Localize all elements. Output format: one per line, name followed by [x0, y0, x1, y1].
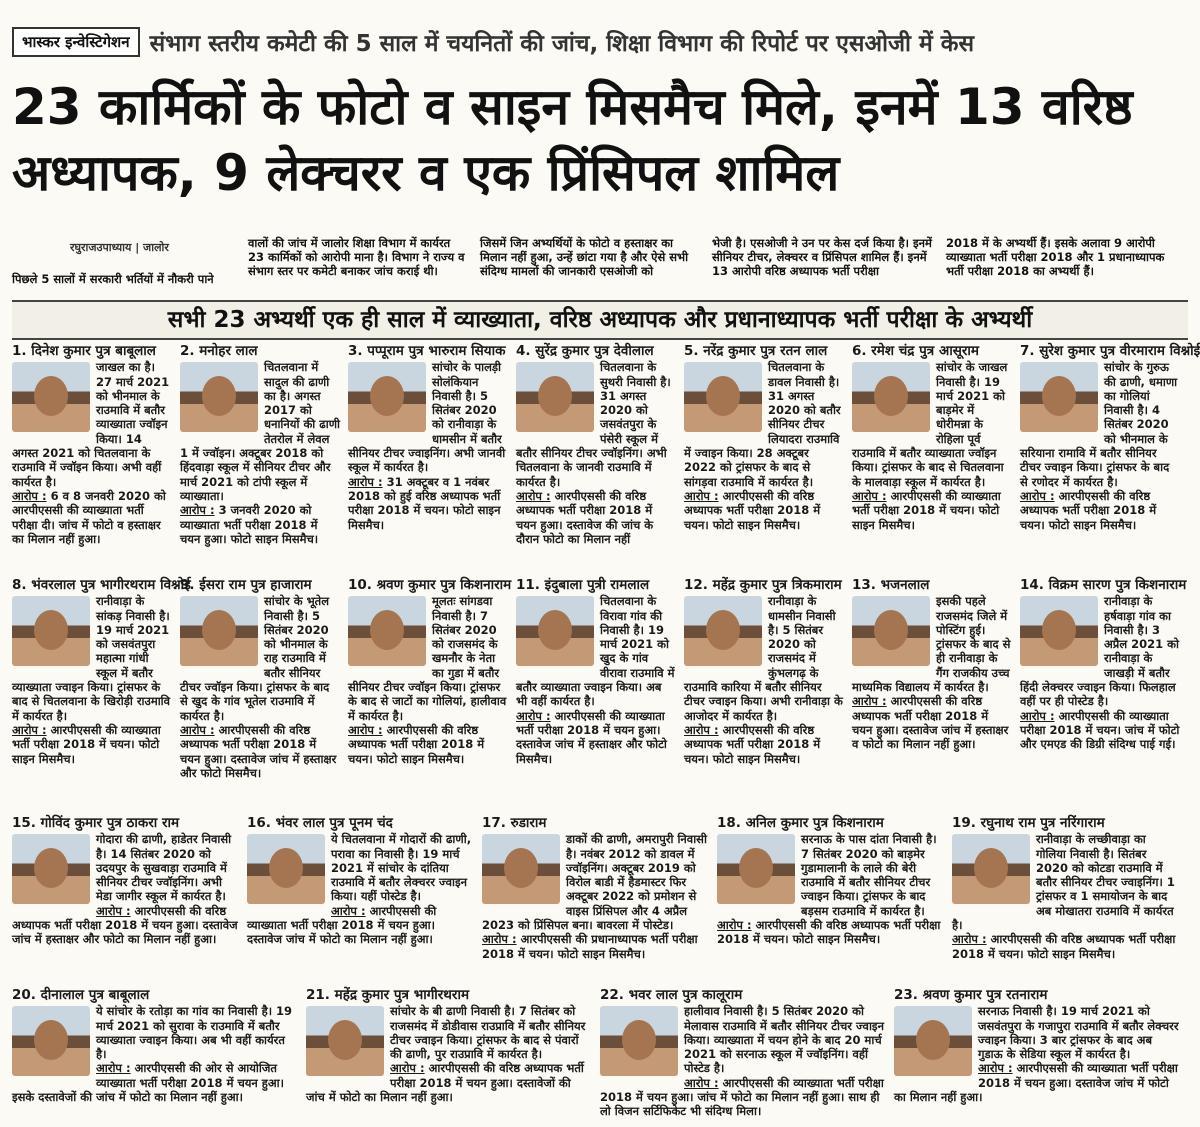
- allegation-text: 31 अक्टूबर व 1 नवंबर 2018 को हुई वरिष्ठ अध्यापक भर्ती परीक्षा 2018 में चयन। फोटो साइन मिसमैच।: [348, 474, 501, 532]
- candidate-card: [12, 344, 172, 569]
- candidate-name: 13. भजनलाल: [852, 577, 930, 593]
- candidate-card: [482, 816, 709, 981]
- allegation-text: आरपीएससी की वरिष्ठ अध्यापक भर्ती परीक्षा 2018 में चयन। फोटो साइन मिसमैच।: [717, 918, 941, 947]
- candidate-photo: [600, 1006, 678, 1076]
- allegation-label: आरोप :: [390, 1061, 425, 1076]
- candidate-photo: [852, 596, 930, 666]
- allegation-label: आरोप :: [12, 488, 47, 503]
- intro-col-2: वालों की जांच में जालोर शिक्षा विभाग में कार्यरत 23 कार्मिकों को आरोपी माना है। विभाग ने राज्य व संभाग स्तर पर कमेटी बनाकर जांच कराई थी।: [248, 236, 465, 278]
- candidate-name: 22. भवर लाल पुत्र कालूराम: [600, 987, 743, 1003]
- headline: 23 कार्मिकों के फोटो व साइन मिसमैच मिले, इनमें 13 वरिष्ठ अध्यापक, 9 लेक्चरर व एक प्रिंसिपल शामिल: [12, 78, 1133, 202]
- allegation-label: आरोप :: [952, 932, 987, 947]
- candidate-details: जाखल का है। 27 मार्च 2021 को भीनमाल के राउमावि में बतौर व्याख्याता ज्वॉइन किया। 14 अगस्त 2021 को चितलवाना के राउमावि में ज्वॉइन किया। अभी वहीं कार्यरत है।: [12, 360, 170, 489]
- candidate-card: [516, 344, 676, 569]
- intro-col-4: भेजी है। एसओजी ने उन पर केस दर्ज किया है। इनमें सीनियर टीचर, लेक्चरर व प्रिंसिपल शामिल हैं। इनमें 13 आरोपी वरिष्ठ अध्यापक भर्ती परीक्षा: [712, 236, 932, 278]
- intro-col-1: पिछले 5 सालों में सरकारी भर्तियों में नौकरी पाने: [12, 272, 214, 286]
- candidate-card: [1020, 343, 1200, 569]
- candidate-details: सांचोर के पालड़ी सोलंकियान निवासी है। 5 सितंबर 2020 को रानीवाड़ा के धामसीन में बतौर सीनियर टीचर ज्वाइनिंग। अभी जानवी स्कूल में कार्यरत है।: [348, 360, 506, 475]
- candidate-photo: [516, 596, 594, 666]
- section-tag: भास्कर इन्वेस्टिगेशन: [12, 27, 140, 57]
- candidate-card: [180, 578, 340, 808]
- candidate-name: 23. श्रवण कुमार पुत्र रतनाराम: [894, 987, 1048, 1003]
- candidate-name: 12. महेंद्र कुमार पुत्र त्रिकमाराम: [684, 577, 842, 593]
- candidate-name: 2. मनोहर लाल: [180, 343, 258, 359]
- intro-columns: [12, 236, 1188, 294]
- allegation-text: आरपीएससी की व्याख्याता भर्ती परीक्षा 2018 में चयन। फोटो साइन मिसमैच।: [852, 488, 1001, 532]
- allegation-text: आरपीएससी की वरिष्ठ अध्यापक भर्ती परीक्षा 2018 में चयन हुआ। दस्तावेज जांच में हस्ताक्षर और फोटो का मिलान नहीं हुआ।: [12, 903, 238, 947]
- candidate-name: 8. भंवरलाल पुत्र भागीरथराम विश्नोई: [12, 577, 191, 593]
- candidate-details: ये सांचोर के रतोड़ा का गांव का निवासी है। 19 मार्च 2021 को सुरावा के राउमावि में बतौर व्याख्याता ज्वाइन किया। अब भी वहीं कार्यरत है।: [96, 1004, 293, 1062]
- allegation-text: 6 व 8 जनवरी 2020 को आरपीएससी की व्याख्याता भर्ती परीक्षा दी। जांच में फोटो व हस्ताक्षर का मिलान नहीं हुआ।: [12, 488, 166, 546]
- subheadline: सभी 23 अभ्यर्थी एक ही साल में व्याख्याता, वरिष्ठ अध्यापक और प्रधानाध्यापक भर्ती परीक्षा के अभ्यर्थी: [12, 300, 1188, 340]
- candidate-name: 3. पप्पूराम पुत्र भारुराम सियाक: [348, 343, 506, 359]
- candidate-card: [684, 578, 844, 808]
- candidate-name: 21. महेंद्र कुमार पुत्र भागीरथराम: [306, 987, 470, 1003]
- candidate-card: [684, 344, 844, 569]
- candidate-name: 10. श्रवण कुमार पुत्र किशनाराम: [348, 577, 512, 593]
- candidate-name: 5. नरेंद्र कुमार पुत्र रतन लाल: [684, 343, 828, 359]
- candidate-card: [247, 816, 474, 981]
- candidate-photo: [894, 1006, 972, 1076]
- candidate-name: 6. रमेश चंद्र पुत्र आसूराम: [852, 343, 979, 359]
- candidate-name: 9. ईसरा राम पुत्र हाजाराम: [180, 577, 312, 593]
- allegation-text: आरपीएससी की व्याख्याता भर्ती परीक्षा 2018 में चयन हुआ। दस्तावेज जांच में हस्ताक्षर और फोटो मिसमैच।: [516, 708, 667, 766]
- candidate-details: रानीवाड़ा के धामसीन निवासी है। 5 सितंबर 2020 को राजसमंद में कुंभलगढ़ के राउमावि कारिया में बतौर सीनियर टीचर ज्वाइन किया। अभी रानीवाड़ा के आजोदर में कार्यरत है।: [684, 594, 843, 723]
- candidate-photo: [348, 362, 426, 432]
- intro-col-5: 2018 में के अभ्यर्थी हैं। इसके अलावा 9 आरोपी व्याख्याता भर्ती परीक्षा 2018 और 1 प्रधानाध्यापक भर्ती परीक्षा 2018 का अभ्यर्थी हैं।: [946, 236, 1165, 278]
- allegation-text: आरपीएससी की वरिष्ठ अध्यापक भर्ती परीक्षा 2018 में चयन हुआ। दस्तावेज जांच में हस्ताक्षर और फोटो मिसमैच।: [180, 722, 337, 780]
- candidate-card: [600, 988, 886, 1123]
- candidate-card: [12, 988, 298, 1123]
- candidate-name: 11. इंदुबाला पुत्री रामलाल: [516, 577, 650, 593]
- candidate-photo: [12, 596, 90, 666]
- allegation-text: आरपीएससी की वरिष्ठ अध्यापक भर्ती परीक्षा 2018 में चयन। फोटो साइन मिसमैच।: [1020, 488, 1157, 532]
- candidate-details: ये चितलवाना में गोदारों की ढाणी, परावा का निवासी है। 19 मार्च 2021 में सांचोर के दांतिया राउमावि में बतौर लेक्चरर ज्वाइन किया। यहीं पोस्टेड है।: [331, 832, 472, 904]
- candidate-photo: [12, 834, 90, 904]
- candidate-details: सांचोर के गुरुऊ की ढाणी, धमाणा का गोलियां निवासी है। 4 सितंबर 2020 को भीनमाल के सरियाना रामावि में बतौर सीनियर टीचर ज्वाइन किया। ट्रांसफर के बाद से रणोदर में कार्यरत है।: [1020, 360, 1178, 489]
- candidate-details: मूलतः सांगडवा निवासी है। 7 सितंबर 2020 को राजसमंद के खमनौर के नेता का गुडा में बतौर सीनियर टीचर ज्वॉइन किया। ट्रांसफर के बाद से जाटों का गोलियां, हालीवाव में कार्यरत है।: [348, 594, 507, 723]
- candidate-name: 1. दिनेश कुमार पुत्र बाबूलाल: [12, 343, 156, 359]
- allegation-text: आरपीएससी की वरिष्ठ अध्यापक भर्ती परीक्षा 2018 में चयन हुआ। दस्तावेजों की जांच में फोटो का मिलान नहीं हुआ।: [306, 1061, 584, 1105]
- candidate-details: डाकों की ढाणी, अमरापुरी निवासी है। नवंबर 2012 को डावल में ज्वॉइनिंग। अक्टूबर 2019 को विरोल बाडी में हैडमास्टर फिर अक्टूबर 2022 को प्रमोशन से वाइस प्रिंसिपल और 4 अप्रैल 2023 को प्रिंसिपल बना। बावरला में पोस्टेड।: [482, 832, 707, 933]
- candidate-card: [12, 816, 239, 981]
- allegation-label: आरोप :: [852, 488, 887, 503]
- candidate-details: सांचोर के भूतेल निवासी है। 5 सितंबर 2020 को भीनमाल के राह राउमावि में बतौर सीनियर टीचर ज्वॉइन किया। ट्रांसफर के बाद से खुद के गांव भूतेल राउमावि में कार्यरत है।: [180, 594, 330, 723]
- candidate-photo: [952, 834, 1030, 904]
- candidate-details: रानीवाड़ा के लच्छीवाड़ा का गोलिया निवासी है। सितंबर 2020 को कोटडा राउमावि में बतौर सीनियर टीचर ज्वाइनिंग। 1 ट्रांसफर व 1 समायोजन के बाद अब मोखातरा राउमावि में कार्यरत है।: [952, 832, 1175, 933]
- candidate-photo: [684, 362, 762, 432]
- allegation-label: आरोप :: [331, 903, 366, 918]
- allegation-label: आरोप :: [180, 722, 215, 737]
- candidate-card: [516, 578, 676, 808]
- allegation-text: आरपीएससी की वरिष्ठ अध्यापक भर्ती परीक्षा 2018 में चयन हुआ। दस्तावेज की जांच के दौरान फोटो का मिलान नहीं: [516, 488, 654, 546]
- allegation-label: आरोप :: [1020, 488, 1055, 503]
- allegation-text: आरपीएससी की व्याख्याता परीक्षा 2018 में चयन। जांच में फोटो और एमएड की डिग्री संदिग्ध पाई गई।: [1020, 708, 1180, 752]
- candidate-details: सांचोर के जाखल निवासी है। 19 मार्च 2021 को बाड़मेर में धोरीमन्ना के रोहिला पूर्व राउमावि में बतौर व्याख्याता ज्वॉइन किया। ट्रांसफर के बाद से चितलवाना के मालवाड़ा स्कूल में कार्यरत है।: [852, 360, 1008, 489]
- kicker: [12, 26, 974, 58]
- allegation-text: आरपीएससी की वरिष्ठ अध्यापक भर्ती परीक्षा 2018 में चयन। फोटो साइन मिसमैच।: [348, 722, 485, 766]
- candidate-card: [852, 578, 1012, 808]
- allegation-label: आरोप :: [516, 488, 551, 503]
- allegation-label: आरोप :: [717, 918, 752, 933]
- candidate-details: सरनाऊ के पास दांता निवासी है। 7 सितंबर 2020 को बाड़मेर गुडामालानी के लाले की बेरी राउमावि में बतौर सीनियर टीचर ज्वाइन किया। ट्रांसफर के बाद बड़सम राउमावि में कार्यरत है।: [801, 832, 937, 918]
- candidate-photo: [1020, 362, 1098, 432]
- allegation-label: आरोप :: [516, 708, 551, 723]
- candidate-photo: [1020, 596, 1098, 666]
- candidate-photo: [12, 362, 90, 432]
- candidate-card: [348, 577, 512, 808]
- allegation-text: आरपीएससी की व्याख्याता भर्ती परीक्षा 2018 में चयन हुआ। दस्तावेज जांच में फोटो का मिलान नहीं हुआ।: [247, 903, 437, 947]
- candidate-photo: [482, 834, 560, 904]
- allegation-text: आरपीएससी की प्रधानाध्यापक भर्ती परीक्षा 2018 में चयन। फोटो साइन मिसमैच।: [482, 932, 698, 961]
- candidate-details: सरनाऊ निवासी है। 19 मार्च 2021 को जसवंतपुरा के गजापुरा राउमावि में बतौर लेक्चरर ज्वाइन किया। 3 बार ट्रांसफर के बाद अब गुडाऊ के सेडिया स्कूल में कार्यरत है।: [978, 1004, 1179, 1062]
- allegation-text: आरपीएससी की वरिष्ठ अध्यापक भर्ती परीक्षा 2018 में चयन। फोटो साइन मिसमैच।: [684, 722, 821, 766]
- candidate-card: [12, 577, 191, 808]
- allegation-label: आरोप :: [684, 1075, 719, 1090]
- candidate-photo: [180, 362, 258, 432]
- byline: रघुराजउपाध्याय | जालोर: [70, 241, 169, 254]
- candidate-card: [717, 816, 944, 981]
- candidate-photo: [684, 596, 762, 666]
- candidate-photo: [852, 362, 930, 432]
- allegation-label: आरोप :: [180, 503, 215, 518]
- allegation-text: आरपीएससी की व्याख्याता भर्ती परीक्षा 2018 में चयन। फोटो साइन मिसमैच।: [12, 722, 161, 766]
- candidate-name: 15. गोविंद कुमार पुत्र ठाकरा राम: [12, 815, 180, 831]
- candidate-details: रानीवाड़ा के हर्षवाड़ा गांव का निवासी है। 3 अप्रैल 2021 को रानीवाड़ा के जाखड़ी में बतौर हिंदी लेक्चरर ज्वाइन किया। फिलहाल वहीं पर ही पोस्टेड है।: [1020, 594, 1179, 709]
- kicker-text: संभाग स्तरीय कमेटी की 5 साल में चयनितों की जांच, शिक्षा विभाग की रिपोर्ट पर एसओजी में केस: [149, 31, 974, 57]
- allegation-text: आरपीएससी की व्याख्याता भर्ती परीक्षा 2018 में चयन हुआ। दस्तावेज जांच में फोटो का मिलान नहीं हुआ।: [894, 1061, 1178, 1105]
- allegation-text: आरपीएससी की वरिष्ठ अध्यापक भर्ती परीक्षा 2018 में चयन हुआ। दस्तावेज जांच में हस्ताक्षर व फोटो का मिलान नहीं हुआ।: [852, 694, 1009, 752]
- allegation-label: आरोप :: [348, 722, 383, 737]
- candidate-name: 4. सुरेंद्र कुमार पुत्र देवीलाल: [516, 343, 654, 359]
- candidate-card: [852, 344, 1012, 569]
- candidate-photo: [180, 596, 258, 666]
- candidate-photo: [306, 1006, 384, 1076]
- candidate-details: गोदारा की ढाणी, हाडेतर निवासी है। 14 सितंबर 2020 को उदयपुर के सुखवाड़ा राउमावि में सीनियर टीचर ज्वॉइनिंग। अभी मेडा जागीर स्कूल में कार्यरत है।: [96, 832, 232, 904]
- candidate-name: 17. रुडाराम: [482, 815, 547, 831]
- allegation-text: आरपीएससी की ओर से आयोजित व्याख्याता भर्ती परीक्षा 2018 में चयन हुआ। इसके दस्तावेजों की जांच में फोटो का मिलान नहीं हुआ।: [12, 1061, 285, 1105]
- candidate-card: [952, 816, 1179, 981]
- allegation-text: आरपीएससी की वरिष्ठ अध्यापक भर्ती परीक्षा 2018 में चयन। फोटो साइन मिसमैच।: [952, 932, 1176, 961]
- allegation-label: आरोप :: [684, 722, 719, 737]
- candidate-details: हालीवाव निवासी है। 5 सितंबर 2020 को मेलावास राउमावि में बतौर सीनियर टीचर ज्वाइन किया। व्याख्याता में चयन होने के बाद 20 मार्च 2021 को सरनाऊ स्कूल में ज्वॉइनिंग। वहीं पोस्टेड है।: [684, 1004, 884, 1076]
- candidate-details: चितलवाना में सादुल की ढाणी का है। अगस्त 2017 को धनानियों की ढाणी तेतरोल में लेवल 1 में ज्वॉइन। अक्टूबर 2018 को हिंदवाड़ा स्कूल में सीनियर टीचर और मार्च 2021 को टांपी स्कूल में व्याख्याता।: [180, 360, 341, 503]
- candidate-details: रानीवाड़ा के सांकड़ निवासी है। 19 मार्च 2021 को जसवंतपुरा महात्मा गांधी स्कूल में बतौर व्याख्याता ज्वाइन किया। ट्रांसफर के बाद से चितलवाना के खिरोड़ी राउमावि में कार्यरत है।: [12, 594, 171, 723]
- candidate-details: इसकी पहले राजसमंद जिले में पोस्टिंग हुई। ट्रांसफर के बाद से ही रानीवाड़ा के गैंग राजकीय उच्च माध्यमिक विद्यालय में कार्यरत है।: [852, 594, 1011, 695]
- candidate-photo: [348, 596, 426, 666]
- candidate-details: चितलवाना के सुथरी निवासी है। 31 अगस्त 2020 को जसवंतपुरा के पंसेरी स्कूल में बतौर सीनियर टीचर ज्वॉइनिंग। अभी चितलवाना के जानवी राउमावि में कार्यरत है।: [516, 360, 671, 489]
- intro-col-3: जिसमें जिन अभ्यर्थियों के फोटो व हस्ताक्षर का मिलान नहीं हुआ, उन्हें छांटा गया है और ऐसे सभी संदिग्ध मामलों की जानकारी एसओजी को: [480, 236, 689, 278]
- allegation-label: आरोप :: [978, 1061, 1013, 1076]
- candidate-photo: [717, 834, 795, 904]
- allegation-label: आरोप :: [96, 903, 131, 918]
- candidate-name: 14. विक्रम सारण पुत्र किशनाराम: [1020, 577, 1187, 593]
- candidate-name: 7. सुरेश कुमार पुत्र वीरमाराम विश्नोई: [1020, 343, 1200, 359]
- allegation-text: आरपीएससी की व्याख्याता भर्ती परीक्षा 2018 में चयन हुआ। जांच में फोटो का मिलान नहीं हुआ। साथ ही लो विजन सर्टिफिकेट भी संदिग्ध मिला।: [600, 1075, 884, 1119]
- candidate-photo: [247, 834, 325, 904]
- candidate-card: [348, 344, 508, 569]
- allegation-label: आरोप :: [348, 474, 383, 489]
- candidate-card: [306, 988, 592, 1123]
- candidate-name: 18. अनिल कुमार पुत्र किशनाराम: [717, 815, 884, 831]
- allegation-label: आरोप :: [852, 694, 887, 709]
- candidate-name: 16. भंवर लाल पुत्र पूनम चंद: [247, 815, 393, 831]
- candidate-photo: [12, 1006, 90, 1076]
- allegation-text: 3 जनवरी 2020 को व्याख्याता भर्ती परीक्षा 2018 में चयन हुआ। फोटो साइन मिसमैच।: [180, 503, 319, 546]
- candidate-details: चितलवाना के विरावा गांव की निवासी है। 19 मार्च 2021 को खुद के गांव वीरावा राउमावि में बतौर व्याख्याता ज्वाइन किया। अब भी वहीं कार्यरत है।: [516, 594, 675, 709]
- allegation-text: आरपीएससी की वरिष्ठ अध्यापक भर्ती परीक्षा 2018 में चयन। फोटो साइन मिसमैच।: [684, 488, 821, 532]
- allegation-label: आरोप :: [1020, 708, 1055, 723]
- candidate-details: चितलवाना के डावल निवासी है। 31 अगस्त 2020 को बतौर सीनियर टीचर लियादरा राउमावि में ज्वाइन किया। 28 अक्टूबर 2022 को ट्रांसफर के बाद से सांगड़वा राउमावि में कार्यरत है।: [684, 360, 841, 489]
- candidate-card: [180, 344, 340, 569]
- allegation-label: आरोप :: [684, 488, 719, 503]
- candidate-name: 20. दीनालाल पुत्र बाबूलाल: [12, 987, 150, 1003]
- allegation-label: आरोप :: [12, 722, 47, 737]
- candidate-photo: [516, 362, 594, 432]
- candidate-card: [1020, 577, 1187, 808]
- allegation-label: आरोप :: [482, 932, 517, 947]
- candidate-name: 19. रघुनाथ राम पुत्र नरिंगाराम: [952, 815, 1105, 831]
- candidate-details: सांचोर के बी ढाणी निवासी है। 7 सितंबर को राजसमंद में डोडीवास राउप्रावि में बतौर सीनियर टीचर ज्वाइन किया। ट्रांसफर के बाद से पंवारों की ढाणी, पुर राउप्रावि में कार्यरत है।: [390, 1004, 586, 1062]
- allegation-label: आरोप :: [96, 1061, 131, 1076]
- candidate-card: [894, 988, 1180, 1123]
